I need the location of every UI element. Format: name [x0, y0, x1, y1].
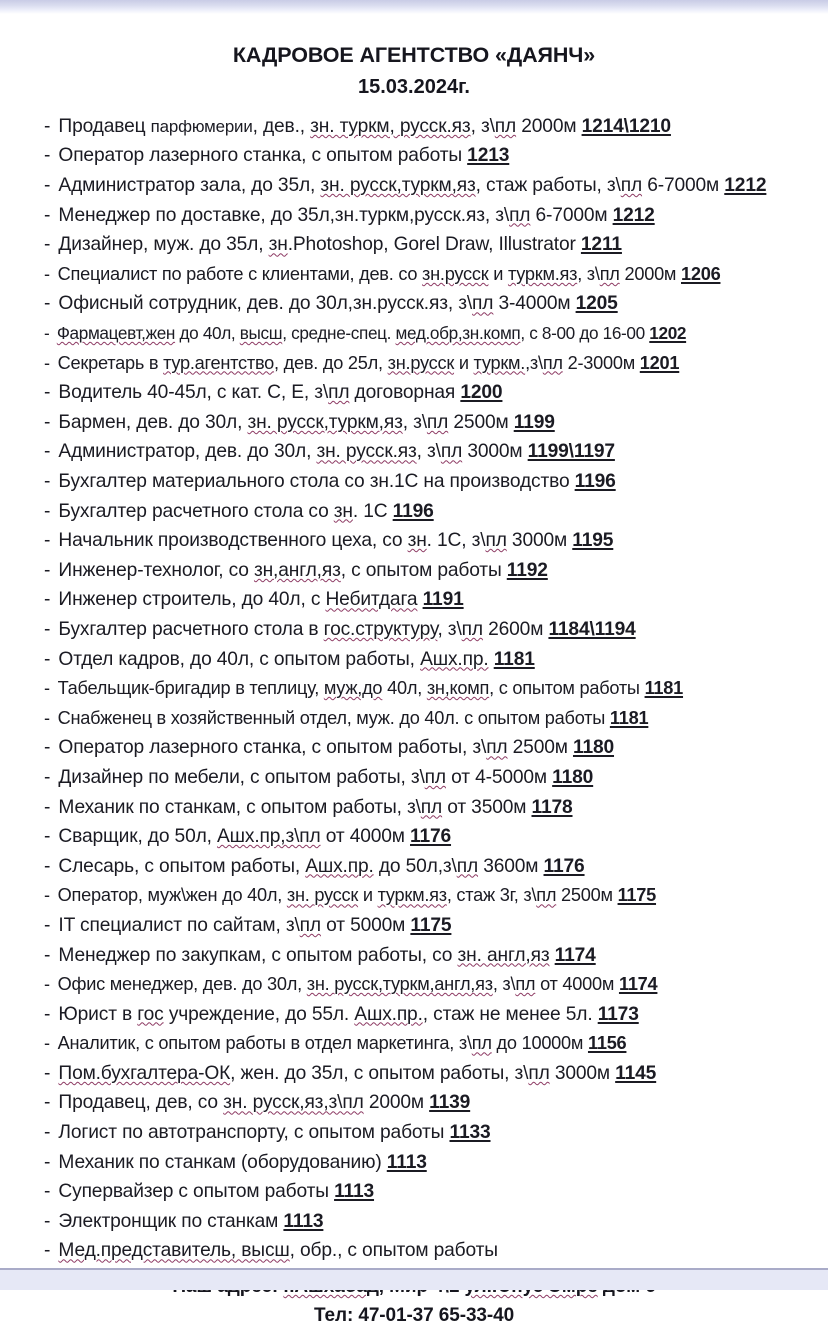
job-listing-text-run: учреждение, до 55л. [163, 1003, 355, 1025]
job-listing-reference-code: 1181 [493, 648, 535, 670]
bullet-dash-icon: - [44, 826, 56, 848]
job-listing-misspelled-run: зн.русск [422, 263, 489, 284]
job-listing-text-run: . 1С, з\ [426, 530, 486, 552]
job-listing-text-run: от 4000м [535, 974, 619, 995]
bullet-dash-icon: - [44, 885, 55, 906]
job-listing-text-run: парфюмерии [150, 116, 253, 136]
job-listing-reference-code: 1174 [618, 974, 658, 995]
bullet-dash-icon: - [44, 1092, 56, 1114]
job-listing-reference-code: 1173 [597, 1003, 639, 1025]
job-listing-reference-code: 1133 [449, 1122, 491, 1144]
job-listing-reference-code: 1211 [580, 234, 622, 256]
bullet-dash-icon: - [44, 589, 56, 611]
job-listing-item [44, 615, 810, 645]
job-listing-item [44, 793, 810, 823]
job-listing-misspelled-run: зн. англ,яз [457, 944, 550, 966]
job-listing-reference-code: 1214\1210 [581, 115, 671, 137]
bullet-dash-icon: - [44, 115, 56, 137]
job-listing-reference-code: 1196 [392, 500, 434, 522]
job-listing-reference-code: 1206 [681, 263, 721, 284]
job-listing-misspelled-run: пл [536, 885, 557, 906]
job-listing-misspelled-run: пл [599, 263, 620, 284]
job-listing-item [44, 704, 810, 734]
bullet-dash-icon: - [44, 382, 56, 404]
job-listing-misspelled-run: пл [299, 914, 321, 936]
job-listing-misspelled-run: Ашх.пр. [354, 1003, 423, 1025]
bullet-dash-icon: - [44, 530, 56, 552]
job-listing-text-run: Бухгалтер материального стола со зн.1С на производство [58, 471, 575, 492]
job-listing-text-run: , з\ [437, 618, 462, 640]
job-listing-misspelled-run: пл [424, 766, 446, 788]
job-listing-text-run: , с опытом работы [340, 559, 507, 581]
job-listing-text-run: Начальник производственного цеха, со [58, 530, 408, 552]
footer-phone [0, 1301, 828, 1330]
job-listing-text-run: , з\ [416, 441, 441, 463]
job-listing-misspelled-run: пл [456, 855, 479, 877]
job-listing-text-run: , з\ [492, 974, 516, 995]
job-listing-text-run: IT специалист по сайтам, з\ [58, 914, 300, 936]
job-listing-misspelled-run: пл [515, 974, 536, 995]
job-listing-text-run: Оператор лазерного станка, с опытом работы, з\ [58, 737, 487, 759]
job-listing-text-run: от 4000м [320, 826, 410, 848]
bullet-dash-icon: - [44, 323, 54, 344]
job-listing-reference-code: 1180 [552, 766, 594, 788]
job-listing-item [44, 319, 810, 349]
job-listing-text-run: 2600м [482, 618, 549, 640]
job-listing-list [0, 112, 828, 1266]
job-listing-misspelled-run: гос [137, 1003, 164, 1025]
job-listing-text-run: , з\ [577, 263, 600, 284]
job-listing-item [44, 201, 810, 231]
bullet-dash-icon: - [44, 352, 55, 373]
job-listing-reference-code: 1178 [531, 796, 573, 818]
job-listing-item [44, 1118, 810, 1148]
page-bottom-band [0, 1268, 828, 1290]
job-listing-item [44, 556, 810, 586]
job-listing-text-run: и [358, 885, 378, 906]
job-listing-item [44, 497, 810, 527]
job-listing-item [44, 112, 810, 142]
job-listing-item [44, 763, 810, 793]
job-listing-reference-code: 1113 [334, 1181, 375, 1203]
bullet-dash-icon: - [44, 204, 56, 226]
bullet-dash-icon: - [44, 441, 56, 463]
job-listing-misspelled-run: пл [472, 293, 494, 315]
bullet-dash-icon: - [44, 974, 55, 995]
job-listing-text-run: Механик по станкам (оборудованию) [58, 1151, 387, 1173]
job-listing-text-run: Оператор, муж\жен до 40л, [57, 885, 287, 906]
job-listing-text-run: Бухгалтер расчетного стола со [58, 500, 334, 522]
job-listing-misspelled-run: пл [528, 1062, 550, 1084]
job-listing-text-run: 2000м [363, 1092, 430, 1114]
job-listing-text-run: Сварщик, до 50л, [58, 826, 218, 848]
job-listing-misspelled-run: высш [239, 323, 283, 344]
job-listing-misspelled-run: пл [485, 530, 507, 552]
job-listing-reference-code: 1184\1194 [548, 618, 636, 640]
job-listing-misspelled-run: пл [420, 796, 443, 818]
footer-phone-text-run: Тел: 47-01-37 65-33-40 [313, 1305, 515, 1327]
job-listing-text-run: Слесарь, с опытом работы, [58, 855, 306, 877]
job-listing-item [44, 408, 810, 438]
job-listing-reference-code: 1213 [467, 145, 510, 167]
document-sheet [0, 14, 828, 1327]
job-listing-reference-code: 1176 [543, 855, 585, 877]
job-listing-misspelled-run: пл [328, 382, 350, 404]
bullet-dash-icon: - [44, 293, 56, 315]
job-listing-text-run: 2500м [556, 885, 618, 906]
bullet-dash-icon: - [44, 707, 55, 728]
job-listing-misspelled-run: зн,англ,яз [253, 559, 341, 581]
job-listing-text-run: Продавец [58, 115, 151, 137]
job-listing-misspelled-run: зн. русск,яз,з\пл [223, 1092, 364, 1114]
job-listing-text-run: 3600м [478, 855, 544, 877]
job-listing-item [44, 881, 810, 911]
job-listing-reference-code: 1202 [649, 323, 687, 344]
job-listing-misspelled-run: пл [509, 204, 531, 226]
job-listing-item [44, 1059, 810, 1089]
job-listing-text-run: от 5000м [320, 914, 411, 936]
job-listing-item [44, 674, 810, 704]
job-listing-text-run: от 3500м [442, 796, 532, 818]
job-listing-misspelled-run: пл [542, 352, 563, 373]
bullet-dash-icon: - [44, 145, 56, 167]
job-listing-reference-code: 1200 [460, 382, 503, 404]
job-listing-misspelled-run: Фармацевт,жен [56, 323, 176, 344]
job-listing-misspelled-run: пл [426, 411, 449, 433]
job-listing-misspelled-run: зн.русск [387, 352, 455, 373]
bullet-dash-icon: - [44, 559, 56, 581]
job-listing-item [44, 437, 810, 467]
bullet-dash-icon: - [44, 1240, 56, 1262]
job-listing-misspelled-run: муж,до [323, 678, 383, 699]
job-listing-reference-code: 1195 [572, 530, 614, 552]
job-listing-misspelled-run: зн. русск,туркм,яз [320, 175, 476, 197]
job-listing-text-run: Дизайнер по мебели, с опытом работы, з\ [58, 766, 425, 788]
job-listing-text-run: Менеджер по доставке, до 35л,зн.туркм,русск.яз, з\ [58, 204, 510, 226]
job-listing-text-run: 2500м [507, 737, 573, 759]
job-listing-item [44, 171, 810, 201]
bullet-dash-icon: - [44, 1181, 56, 1203]
job-listing-text-run: Снабженец в хозяйственный отдел, муж. до 40л. с опытом работы [57, 707, 610, 728]
job-listing-text-run: и [488, 263, 508, 284]
job-listing-text-run: 6-7000м [530, 204, 613, 226]
job-listing-reference-code: 1212 [724, 175, 767, 197]
bullet-dash-icon: - [44, 263, 55, 284]
job-listing-text-run: , стаж 3г, з\ [446, 885, 537, 906]
job-listing-text-run: , с 8-00 до 16-00 [520, 323, 650, 344]
job-listing-item [44, 378, 810, 408]
job-listing-text-run: 6-7000м [642, 175, 725, 197]
bullet-dash-icon: - [44, 1122, 56, 1144]
job-listing-text-run: 3000м [462, 441, 528, 463]
job-listing-misspelled-run: зн. русск,туркм,яз [247, 411, 403, 433]
job-listing-text-run: 3-4000м [493, 293, 576, 315]
bullet-dash-icon: - [44, 796, 56, 818]
job-listing-misspelled-run: зн. туркм, русск.яз [310, 115, 471, 137]
job-listing-item [44, 941, 810, 971]
job-listing-item [44, 1029, 810, 1059]
job-listing-text-run: Оператор лазерного станка, с опытом работы [58, 145, 468, 167]
job-listing-misspelled-run: Ашх.пр,з\пл [217, 826, 321, 848]
job-listing-text-run: Менеджер по закупкам, с опытом работы, со [58, 944, 458, 966]
job-listing-text-run: , средне-спец. [282, 323, 396, 344]
job-listing-text-run: Дизайнер, муж. до 35л, [58, 234, 269, 256]
job-listing-reference-code: 1175 [410, 914, 452, 936]
document-date: 15.03.2024г. [358, 75, 470, 98]
job-listing-text-run: Инженер строитель, до 40л, с [58, 589, 326, 611]
job-listing-text-run: Юрист в [58, 1003, 138, 1025]
job-listing-item [44, 1088, 810, 1118]
bullet-dash-icon: - [44, 944, 56, 966]
job-listing-text-run: Бармен, дев. до 30л, [58, 411, 248, 433]
job-listing-misspelled-run: мед.обр,зн.комп [395, 323, 521, 344]
job-listing-text-run: , стаж работы, з\ [475, 175, 621, 197]
job-listing-misspelled-run: зн [268, 234, 288, 256]
job-listing-reference-code: 1145 [615, 1062, 657, 1084]
job-listing-text-run: Инженер-технолог, со [58, 559, 254, 581]
job-listing-text-run: до 50л,з\ [373, 855, 457, 877]
job-listing-text-run: 3000м [506, 530, 573, 552]
job-listing-text-run: Бухгалтер расчетного стола в [58, 618, 324, 640]
job-listing-reference-code: 1156 [587, 1033, 627, 1054]
job-listing-reference-code: 1113 [386, 1151, 427, 1173]
job-listing-text-run: Электронщик по станкам [58, 1210, 284, 1232]
job-listing-item [44, 260, 810, 290]
job-listing-text-run: Супервайзер с опытом работы [58, 1181, 335, 1203]
job-listing-item [44, 970, 810, 1000]
job-listing-reference-code: 1175 [617, 885, 657, 906]
job-listing-misspelled-run: зн. русск [286, 885, 359, 906]
job-listing-misspelled-run: зн,комп [426, 678, 490, 699]
bullet-dash-icon: - [44, 234, 56, 256]
job-listing-text-run: Продавец, дев, со [58, 1092, 224, 1114]
job-listing-item [44, 1236, 810, 1266]
bullet-dash-icon: - [44, 678, 55, 699]
job-listing-text-run: Аналитик, с опытом работы в отдел маркетинга, з\ [57, 1033, 472, 1054]
job-listing-reference-code: 1196 [574, 471, 616, 492]
bullet-dash-icon: - [44, 471, 56, 492]
bullet-dash-icon: - [44, 914, 56, 936]
job-listing-text-run: Механик по станкам, с опытом работы, з\ [58, 796, 421, 818]
job-listing-misspelled-run: пл [461, 618, 483, 640]
job-listing-text-run: . 1С [352, 500, 393, 522]
job-listing-text-run: , обр., с опытом работы [289, 1240, 498, 1262]
job-listing-reference-code: 1205 [575, 293, 618, 315]
bullet-dash-icon: - [44, 737, 56, 759]
bullet-dash-icon: - [44, 411, 56, 433]
job-listing-text-run: Табельщик-бригадир в теплицу, [57, 678, 324, 699]
job-listing-text-run: .Photoshop, Gorel Draw, Illustrator [287, 234, 581, 256]
bullet-dash-icon: - [44, 175, 56, 197]
job-listing-misspelled-run: зн. русск.яз [316, 441, 417, 463]
job-listing-item [44, 467, 810, 497]
job-listing-reference-code: 1201 [639, 352, 680, 373]
job-listing-reference-code: 1176 [410, 826, 452, 848]
job-listing-text-run: 40л, [382, 678, 427, 699]
job-listing-item [44, 733, 810, 763]
job-listing-text-run: , с опытом работы [489, 678, 645, 699]
job-listing-misspelled-run: пл [494, 115, 517, 137]
bullet-dash-icon: - [44, 1062, 56, 1084]
job-listing-reference-code: 1181 [644, 678, 684, 699]
job-listing-misspelled-run: Небитдага [325, 589, 418, 611]
job-listing-misspelled-run: пл [440, 441, 463, 463]
job-listing-text-run: Секретарь в [57, 352, 164, 373]
job-listing-text-run: Администратор зала, до 35л, [58, 175, 321, 197]
job-listing-reference-code: 1192 [506, 559, 548, 581]
job-listing-misspelled-run: зн [407, 530, 427, 552]
job-listing-text-run: Офисный сотрудник, дев. до 30л,зн.русск.яз, з\ [58, 293, 473, 315]
job-listing-text-run: до 10000м [491, 1033, 588, 1054]
job-listing-misspelled-run: Пом.бухгалтера-ОК [58, 1062, 231, 1084]
job-listing-reference-code: 1212 [612, 204, 655, 226]
job-listing-text-run: 2000м [619, 263, 681, 284]
job-listing-misspelled-run: пл [471, 1033, 492, 1054]
bullet-dash-icon: - [44, 1003, 56, 1025]
job-listing-reference-code: 1199\1197 [527, 441, 615, 463]
bullet-dash-icon: - [44, 855, 56, 877]
job-listing-misspelled-run: туркм. [473, 352, 526, 373]
job-listing-text-run: до 40л, [175, 323, 240, 344]
job-listing-item [44, 911, 810, 941]
job-listing-text-run: , з\ [402, 411, 427, 433]
job-listing-item [44, 230, 810, 260]
bullet-dash-icon: - [44, 1151, 56, 1173]
job-listing-text-run: 3000м [549, 1062, 616, 1084]
job-listing-item [44, 141, 810, 171]
job-listing-reference-code: 1191 [422, 589, 464, 611]
job-listing-misspelled-run: Ашх.пр. [420, 648, 489, 670]
job-listing-text-run: , з\ [470, 115, 495, 137]
job-listing-item [44, 585, 810, 615]
job-listing-text-run: , дев. до 25л, [274, 352, 388, 373]
job-listing-text-run: 2-3000м [562, 352, 640, 373]
job-listing-text-run: ,з\ [525, 352, 543, 373]
job-listing-item [44, 1148, 810, 1178]
job-listing-item [44, 1177, 810, 1207]
job-listing-text-run: договорная [349, 382, 461, 404]
job-listing-reference-code: 1180 [572, 737, 615, 759]
job-listing-misspelled-run: пл [620, 175, 643, 197]
bullet-dash-icon: - [44, 500, 56, 522]
job-listing-item [44, 822, 810, 852]
page-top-band [0, 0, 828, 14]
job-listing-reference-code: 1174 [554, 944, 596, 966]
job-listing-item [44, 526, 810, 556]
job-listing-reference-code: 1181 [609, 707, 649, 728]
job-listing-misspelled-run: тур.агентство [163, 352, 275, 373]
bullet-dash-icon: - [44, 1033, 55, 1054]
job-listing-item [44, 289, 810, 319]
bullet-dash-icon: - [44, 1210, 56, 1232]
job-listing-misspelled-run: пл [486, 737, 508, 759]
job-listing-item [44, 645, 810, 675]
bullet-dash-icon: - [44, 648, 56, 670]
job-listing-misspelled-run: гос.структуру [323, 618, 438, 640]
job-listing-reference-code: 1139 [429, 1092, 471, 1114]
job-listing-item [44, 1207, 810, 1237]
job-listing-misspelled-run: туркм.яз [377, 885, 447, 906]
job-listing-item [44, 1000, 810, 1030]
job-listing-text-run: Логист по автотранспорту, с опытом работы [58, 1122, 450, 1144]
job-listing-text-run: 2000м [516, 115, 582, 137]
job-listing-reference-code: 1113 [283, 1210, 324, 1232]
job-listing-misspelled-run: Мед.представитель, высш [58, 1240, 290, 1262]
job-listing-text-run: Водитель 40-45л, с кат. С, Е, з\ [58, 382, 329, 404]
job-listing-text-run: , дев., [252, 115, 311, 137]
job-listing-misspelled-run: зн [333, 500, 353, 522]
job-listing-text-run: , жен. до 35л, с опытом работы, з\ [230, 1062, 529, 1084]
job-listing-text-run: 2500м [448, 411, 514, 433]
job-listing-text-run: Отдел кадров, до 40л, с опытом работы, [58, 648, 421, 670]
job-listing-text-run: Специалист по работе с клиентами, дев. со [57, 263, 423, 284]
job-listing-item [44, 349, 810, 379]
page-title: КАДРОВОЕ АГЕНТСТВО «ДАЯНЧ» [232, 43, 596, 67]
job-listing-text-run: Администратор, дев. до 30л, [58, 441, 317, 463]
bullet-dash-icon: - [44, 618, 56, 640]
bullet-dash-icon: - [44, 766, 56, 788]
job-listing-reference-code: 1199 [513, 411, 555, 433]
job-listing-text-run: и [454, 352, 474, 373]
job-listing-text-run: от 4-5000м [445, 766, 553, 788]
job-listing-text-run: , стаж не менее 5л. [422, 1003, 598, 1025]
job-listing-item [44, 852, 810, 882]
job-listing-misspelled-run: зн. русск,туркм,англ,яз [306, 974, 493, 995]
job-listing-misspelled-run: туркм.яз [507, 263, 578, 284]
job-listing-text-run: Офис менеджер, дев. до 30л, [57, 974, 307, 995]
job-listing-misspelled-run: Ашх.пр. [305, 855, 374, 877]
